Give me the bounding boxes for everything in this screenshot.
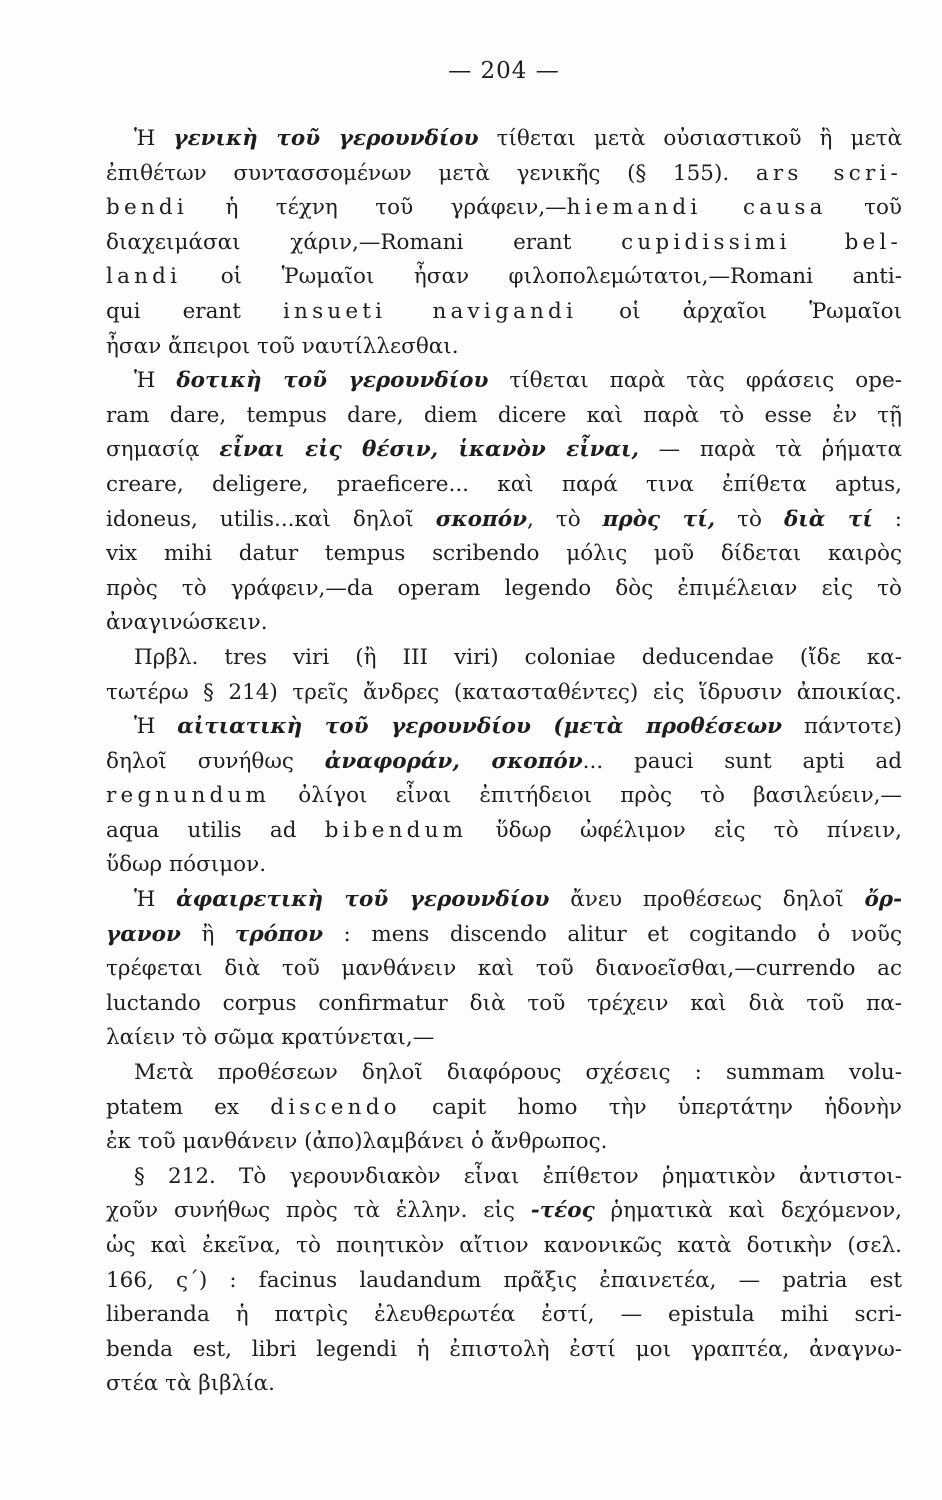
text-line [106, 641, 902, 676]
text-segment: § 212. Τὸ γερουνδιακὸν εἶναι ἐπίθετον ῥηματικὸν ἀντιστοι- [134, 1163, 902, 1189]
text-segment: , τὸ [527, 506, 603, 532]
text-segment: Ἡ [134, 714, 178, 740]
text-segment: : mens discendo alitur et cogitando ὁ νοῦς [323, 921, 902, 947]
text-line [106, 1298, 902, 1333]
spaced-segment: landi [106, 264, 182, 290]
text-segment: 166, ς´) : facinus laudandum πρᾶξις ἐπαινετέα, — patria est [106, 1267, 902, 1293]
text-line [106, 1160, 902, 1195]
text-segment: ἡ τέχνη τοῦ γράφειν,— [187, 195, 567, 221]
text-segment: ram dare, tempus dare, diem dicere καὶ παρὰ τὸ esse ἐν τῇ [106, 402, 902, 428]
text-segment: Μετὰ προθέσεων δηλοῖ διαφόρους σχέσεις : summam volu- [134, 1060, 902, 1086]
text-line [106, 433, 902, 468]
text-segment: aqua utilis ad [106, 817, 325, 843]
text-line [106, 503, 902, 538]
text-segment: διαχειμάσαι χάριν,—Romani erant [106, 229, 622, 255]
text-segment: τοῦ [826, 195, 902, 221]
text-segment: benda est, libri legendi ἡ ἐπιστολὴ ἐστί μοι γραπτέα, ἀναγνω- [106, 1336, 902, 1362]
text-segment: ἀναγινώσκειν. [106, 610, 268, 636]
text-segment: οἱ ἀρχαῖοι Ῥωμαῖοι [577, 298, 902, 324]
spaced-segment: insueti navigandi [282, 298, 578, 324]
text-line [106, 572, 902, 607]
text-segment: τὸ [715, 506, 784, 532]
text-line [106, 1333, 902, 1368]
spaced-segment: discendo [270, 1094, 401, 1120]
emphasis-segment: ἀναφοράν, σκοπόν [324, 748, 583, 774]
text-line [106, 676, 902, 711]
text-line [106, 226, 902, 261]
text-line [106, 122, 902, 157]
emphasis-segment: γενικὴ τοῦ γερουνδίου [173, 126, 479, 151]
text-segment: ἐπιθέτων συντασσομένων μετὰ γενικῆς (§ 155). [106, 160, 756, 186]
text-segment: πρὸς τὸ γράφειν,—da operam legendo δὸς ἐπιμέλειαν εἰς τὸ [106, 575, 902, 601]
spaced-segment: bendi [106, 195, 188, 221]
text-segment: τωτέρω § 214) τρεῖς ἄνδρες (κατασταθέντες) εἰς ἵδρυσιν ἀποικίας. [106, 679, 902, 705]
spaced-segment: cupidissimi bel- [621, 229, 902, 255]
text-segment: τίθεται μετὰ οὐσιαστικοῦ ἢ μετὰ [478, 126, 902, 151]
emphasis-segment: τρόπον [234, 921, 323, 947]
text-line [106, 1091, 902, 1126]
text-segment: ὡς καὶ ἐκεῖνα, τὸ ποιητικὸν αἴτιον κανονικῶς κατὰ δοτικὴν (σελ. [106, 1233, 902, 1258]
spaced-segment: regnundum [106, 783, 271, 809]
text-line [106, 952, 902, 987]
text-line [106, 364, 902, 399]
text-segment: ἦσαν ἄπειροι τοῦ ναυτίλλεσθαι. [106, 333, 459, 359]
text-line [106, 1125, 902, 1160]
text-line [106, 260, 902, 295]
emphasis-segment: αἰτιατικὴ τοῦ γερουνδίου (μετὰ προθέσεων [177, 714, 783, 740]
emphasis-segment: ἀφαιρετικὴ τοῦ γερουνδίου [176, 887, 550, 913]
text-segment: liberanda ἡ πατρὶς ἐλευθερωτέα ἐστί, — epistula mihi scri- [106, 1302, 902, 1328]
text-line [106, 814, 902, 849]
text-segment: ὀλίγοι εἶναι ἐπιτήδειοι πρὸς τὸ βασιλεύειν,— [270, 783, 902, 809]
text-segment: capit homo τὴν ὑπερτάτην ἡδονὴν [400, 1094, 902, 1120]
text-segment: ὕδωρ πόσιμον. [106, 852, 267, 878]
text-segment: λαίειν τὸ σῶμα κρατύνεται,— [106, 1025, 435, 1051]
text-line [106, 1264, 902, 1299]
emphasis-segment: εἶναι εἰς θέσιν, ἱκανὸν εἶναι, [219, 437, 639, 463]
text-line [106, 191, 902, 226]
text-segment: — παρὰ τὰ ῥήματα [638, 437, 902, 463]
emphasis-segment: -τέος [530, 1198, 595, 1224]
text-segment: ptatem ex [106, 1094, 271, 1120]
text-segment: ὕδωρ ὠφέλιμον εἰς τὸ πίνειν, [467, 817, 902, 843]
text-segment: Ἡ [134, 368, 177, 394]
text-line [106, 157, 902, 192]
text-segment: vix mihi datur tempus scribendo μόλις μοῦ δίδεται καιρὸς [106, 541, 902, 567]
text-segment: τρέφεται διὰ τοῦ μανθάνειν καὶ τοῦ διανοεῖσθαι,—currendo ac [106, 956, 902, 982]
text-line [106, 295, 902, 330]
text-line [106, 987, 902, 1022]
text-line [106, 468, 902, 503]
text-segment: ῥηματικὰ καὶ δεχόμενον, [594, 1198, 902, 1224]
text-segment: οἱ Ῥωμαῖοι ἦσαν φιλοπολεμώτατοι,—Romani anti- [181, 264, 902, 290]
text-segment: ... pauci sunt apti ad [582, 748, 902, 774]
text-line [106, 1194, 902, 1229]
page-number: — 204 — [448, 58, 560, 84]
text-segment: ἐκ τοῦ μανθάνειν (ἀπο)λαμβάνει ὁ ἄνθρωπος. [106, 1129, 608, 1155]
emphasis-segment: πρὸς τί, [602, 506, 716, 532]
text-segment: ἢ [180, 921, 235, 947]
text-segment: πάντοτε) [782, 714, 902, 740]
text-line [106, 1367, 902, 1402]
text-line [106, 330, 902, 365]
text-segment: qui erant [106, 298, 283, 324]
emphasis-segment: διὰ τί [783, 506, 873, 532]
spaced-segment: hiemandi causa [566, 195, 827, 221]
text-segment: : [872, 506, 902, 532]
text-segment: δηλοῖ συνήθως [106, 748, 325, 774]
text-line [106, 883, 902, 918]
text-segment: ἄνευ προθέσεως δηλοῖ [549, 887, 865, 913]
emphasis-segment: σκοπόν [435, 506, 528, 532]
spaced-segment: ars scri- [755, 160, 902, 186]
text-segment: Ἡ [134, 126, 174, 151]
emphasis-segment: ὄρ- [864, 887, 902, 913]
text-line [106, 1021, 902, 1056]
text-line [106, 710, 902, 745]
text-line [106, 918, 902, 953]
text-line [106, 745, 902, 780]
text-segment: τίθεται παρὰ τὰς φράσεις ope- [488, 368, 902, 394]
text-line [106, 848, 902, 883]
text-segment: Πρβλ. tres viri (ἢ III viri) coloniae deducendae (ἴδε κα- [134, 644, 902, 670]
text-segment: στέα τὰ βιβλία. [106, 1371, 276, 1397]
text-segment: Ἡ [134, 887, 177, 913]
text-line [106, 399, 902, 434]
text-segment: σημασίᾳ [106, 437, 220, 463]
page-body-text [106, 122, 902, 1402]
text-line [106, 779, 902, 814]
text-line [106, 606, 902, 641]
emphasis-segment: γανον [106, 921, 181, 947]
text-line [106, 1056, 902, 1091]
text-segment: creare, deligere, praeficere... καὶ παρά τινα ἐπίθετα aptus, [106, 471, 902, 497]
spaced-segment: bibendum [324, 817, 468, 843]
text-line [106, 537, 902, 572]
emphasis-segment: δοτικὴ τοῦ γερουνδίου [176, 368, 489, 394]
text-segment: luctando corpus confirmatur διὰ τοῦ τρέχειν καὶ διὰ τοῦ πα- [106, 990, 902, 1016]
text-segment: idoneus, utilis...καὶ δηλοῖ [106, 506, 436, 532]
text-line [106, 1229, 902, 1264]
text-segment: χοῦν συνήθως πρὸς τὰ ἑλλην. εἰς [106, 1198, 531, 1224]
